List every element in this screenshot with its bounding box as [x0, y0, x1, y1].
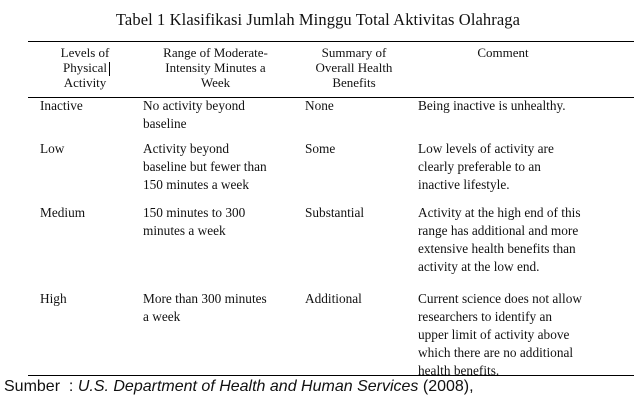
comment-line: inactive lifestyle. — [418, 177, 510, 192]
row-summary-low: Some — [305, 141, 336, 156]
comment-line: Current science does not allow — [418, 291, 582, 306]
header-summary-line: Overall Health — [315, 60, 393, 75]
row-range-low — [143, 140, 267, 194]
table-top-rule — [28, 41, 634, 42]
range-line: No activity beyond — [143, 98, 245, 113]
row-summary-inactive: None — [305, 98, 334, 113]
comment-line: Activity at the high end of this — [418, 205, 581, 220]
row-comment-high — [418, 290, 582, 380]
header-range-line: Week — [200, 75, 231, 90]
header-summary — [298, 45, 410, 90]
row-level-high: High — [40, 291, 67, 306]
row-level-medium: Medium — [40, 205, 86, 220]
header-range — [143, 45, 288, 90]
comment-line: Low levels of activity are — [418, 141, 554, 156]
row-comment-low — [418, 140, 554, 194]
source-year: (2008), — [418, 378, 474, 395]
range-line: 150 minutes to 300 — [143, 205, 246, 220]
header-levels — [40, 45, 130, 90]
header-levels-line: Levels of — [60, 45, 110, 60]
row-level-low: Low — [40, 141, 65, 156]
comment-line: range has additional and more — [418, 223, 579, 238]
comment-line: health benefits. — [418, 363, 500, 378]
comment-line: Being inactive is unhealthy. — [418, 98, 566, 113]
row-comment-inactive — [418, 97, 566, 115]
comment-line: which there are no additional — [418, 345, 574, 360]
header-divider-mark — [109, 62, 110, 76]
range-line: 150 minutes a week — [143, 177, 249, 192]
source-organization: U.S. Department of Health and Human Services — [77, 378, 419, 395]
header-comment-line: Comment — [477, 45, 529, 60]
table-bottom-rule — [28, 375, 634, 376]
header-levels-line: Activity — [63, 75, 107, 90]
source-prefix: Sumber : — [4, 378, 78, 395]
header-range-line: Range of Moderate- — [163, 45, 268, 60]
comment-line: activity at the low end. — [418, 259, 540, 274]
range-line: baseline — [143, 116, 187, 131]
row-range-medium — [143, 204, 245, 240]
row-summary-medium: Substantial — [305, 205, 365, 220]
header-summary-line: Summary of — [321, 45, 387, 60]
comment-line: clearly preferable to an — [418, 159, 541, 174]
row-level-inactive: Inactive — [40, 98, 83, 113]
header-levels-line: Physical — [62, 60, 108, 75]
header-summary-line: Benefits — [332, 75, 376, 90]
row-range-inactive — [143, 97, 245, 133]
source-citation — [4, 378, 474, 396]
range-line: minutes a week — [143, 223, 226, 238]
row-summary-high: Additional — [305, 291, 362, 306]
header-comment — [418, 45, 588, 60]
comment-line: extensive health benefits than — [418, 241, 576, 256]
range-line: a week — [143, 309, 181, 324]
row-comment-medium — [418, 204, 581, 276]
header-range-line: Intensity Minutes a — [165, 60, 266, 75]
range-line: baseline but fewer than — [143, 159, 267, 174]
table-caption: Tabel 1 Klasifikasi Jumlah Minggu Total Aktivitas Olahraga — [115, 10, 521, 29]
comment-line: researchers to identify an — [418, 309, 553, 324]
range-line: More than 300 minutes — [143, 291, 267, 306]
row-range-high — [143, 290, 267, 326]
comment-line: upper limit of activity above — [418, 327, 570, 342]
range-line: Activity beyond — [143, 141, 230, 156]
